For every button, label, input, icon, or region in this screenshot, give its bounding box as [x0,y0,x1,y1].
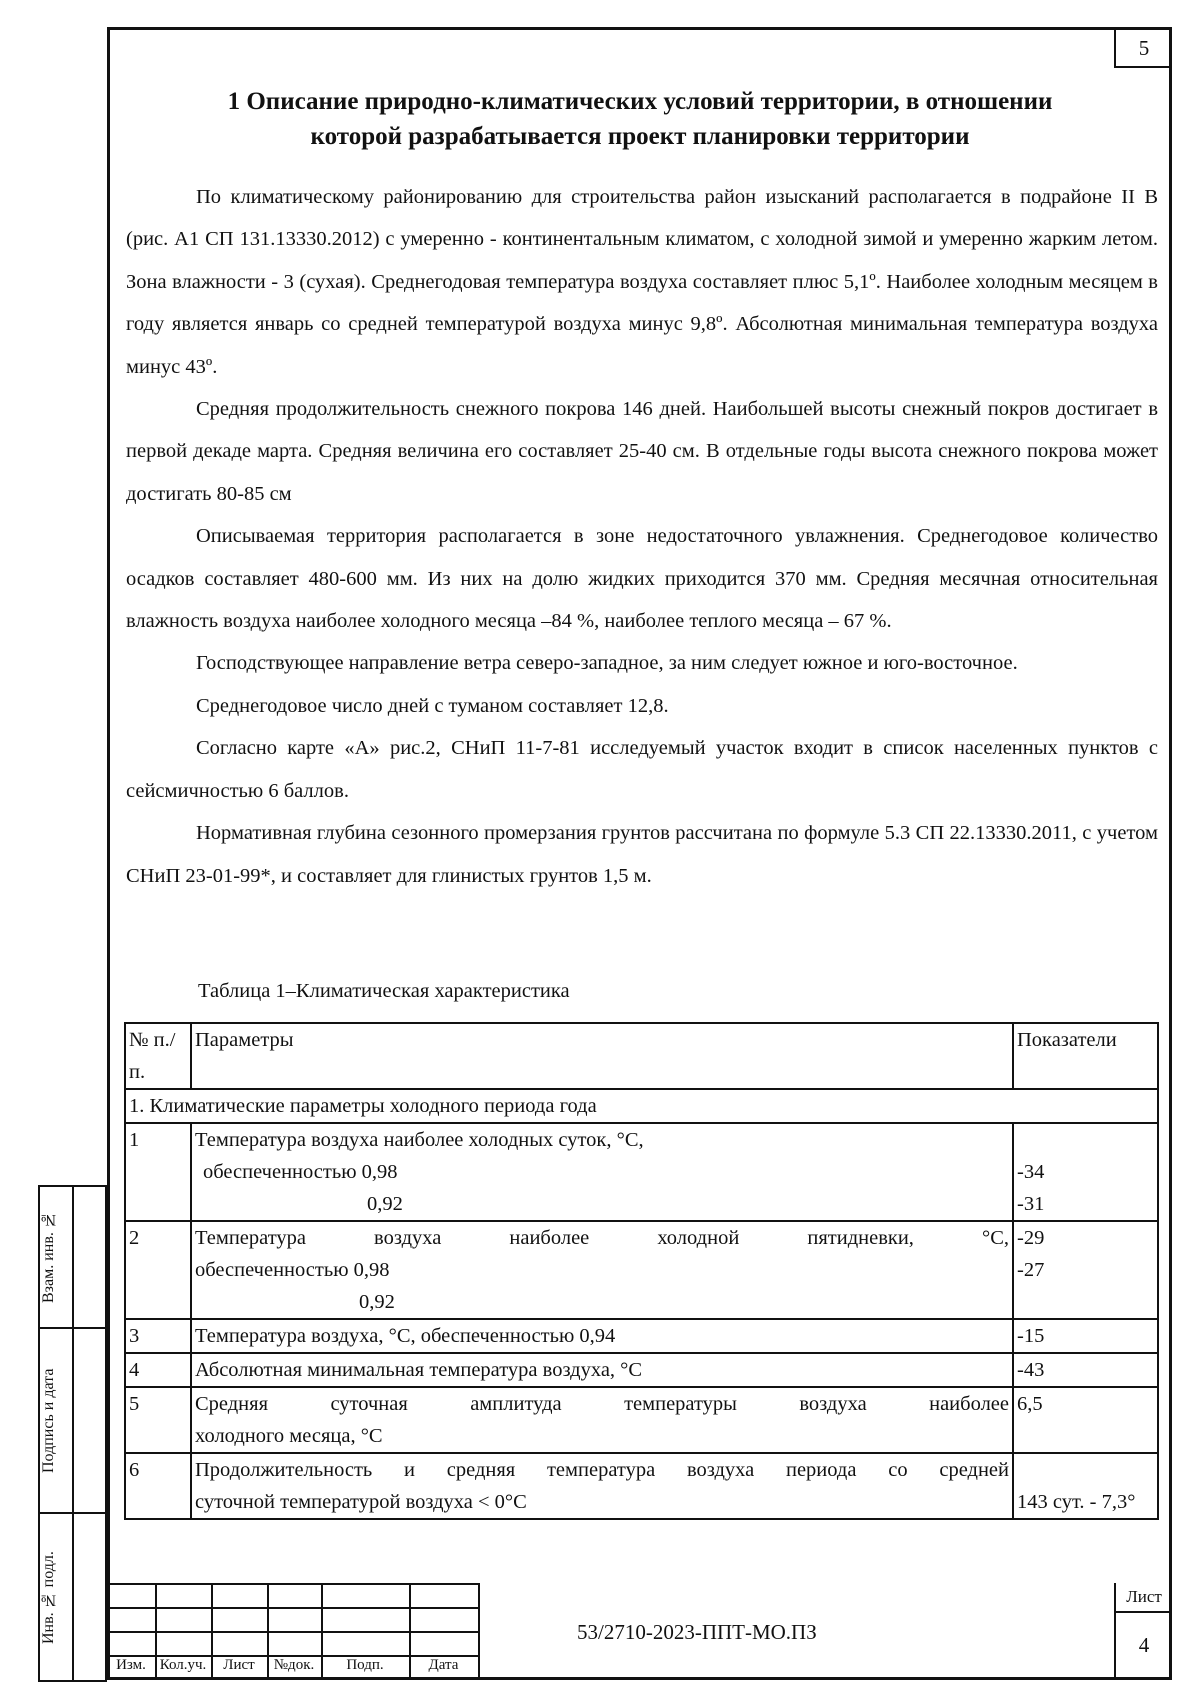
stamp-list: Лист [223,1657,255,1673]
header-values: Показатели [1013,1023,1158,1089]
row-value: -43 [1013,1353,1158,1387]
row-parameter: Температура воздуха, °С, обеспеченностью 0,94 [191,1319,1013,1353]
row-value: -29 -27 [1013,1221,1158,1319]
title-block [107,1583,1172,1680]
stamp-podp: Подп. [346,1657,384,1673]
sheet-label: Лист [1126,1587,1162,1606]
row-value: 143 сут. - 7,3° [1013,1453,1158,1519]
header-parameters: Параметры [191,1023,1013,1089]
row-value: 6,5 [1013,1387,1158,1453]
table-header-row [125,1023,1158,1089]
table-row [125,1353,1158,1387]
body-text [126,176,1158,897]
stamp-data: Дата [428,1657,459,1673]
table-row [125,1319,1158,1353]
paragraph-frost-depth: Нормативная глубина сезонного промерзания грунтов рассчитана по формуле 5.3 СП 22.13330.2011, с учетом СНиП 23-01-99*, и составляет для глинистых грунтов 1,5 м. [126,822,1158,887]
paragraph-climate: По климатическому районированию для строительства район изысканий располагается в подрайоне II В (рис. А1 СП 131.13330.2012) с умеренно - континентальным климатом, с холодной зимой и умеренно жарким летом. Зона влажности - 3 (сухая). Среднегодовая температура воздуха составляет плюс 5,1º. Наиболее холодным месяцем в году является январь со средней температурой воздуха минус 9,8º. Абсолютная минимальная температура воздуха минус 43º. [126,186,1158,378]
side-label-inv: Инв. № подл. [40,1551,57,1645]
row-value: -34 -31 [1013,1123,1158,1221]
stamp-kolvo: Кол.уч. [159,1657,207,1673]
row-number: 2 [125,1221,191,1319]
climate-table [124,1022,1159,1520]
row-parameter: Температура воздуха наиболее холодных суток, °С, обеспеченностью 0,98 0,92 [191,1123,1013,1221]
row-parameter: Абсолютная минимальная температура воздуха, °С [191,1353,1013,1387]
row-number: 3 [125,1319,191,1353]
table-caption: Таблица 1–Климатическая характеристика [198,980,570,1002]
section-title: 1. Климатические параметры холодного периода года [125,1089,1158,1123]
side-cell-inv [40,1512,105,1682]
row-number: 5 [125,1387,191,1453]
row-parameter: Средняя суточная амплитуда температуры воздуха наиболее холодного месяца, °С [191,1387,1013,1453]
heading-line-2: которой разрабатывается проект планировки территории [310,123,970,150]
sheet-number: 4 [1138,1633,1150,1657]
stamp-side-column [38,1185,107,1682]
paragraph-seismic: Согласно карте «А» рис.2, СНиП 11-7-81 исследуемый участок входит в список населенных пунктов с сейсмичностью 6 баллов. [126,737,1158,802]
stamp-izm: Изм. [116,1657,146,1673]
title-block-grid [107,1583,480,1680]
side-cell-podpis [40,1327,105,1512]
heading-line-1: 1 Описание природно-климатических условий территории, в отношении [227,88,1053,115]
header-number: № п./п. [125,1023,191,1089]
row-value: -15 [1013,1319,1158,1353]
document-code: 53/2710-2023-ППТ-МО.ПЗ [577,1620,817,1644]
table-section-row [125,1089,1158,1123]
row-parameter: Продолжительность и средняя температура воздуха периода со средней суточной температурой воздуха < 0°С [191,1453,1013,1519]
side-label-podpis: Подпись и дата [40,1368,57,1473]
row-number: 6 [125,1453,191,1519]
row-number: 4 [125,1353,191,1387]
table-row [125,1387,1158,1453]
paragraph-humidity: Описываемая территория располагается в зоне недостаточного увлажнения. Среднегодовое количество осадков составляет 480-600 мм. Из них на долю жидких приходится 370 мм. Средняя месячная относительная влажность воздуха наиболее холодного месяца –84 %, наиболее теплого месяца – 67 %. [126,525,1158,633]
paragraph-wind: Господствующее направление ветра северо-западное, за ним следует южное и юго-восточное. [196,652,1018,675]
row-parameter: Температура воздуха наиболее холодной пятидневки, °С, обеспеченностью 0,98 0,92 [191,1221,1013,1319]
page-number: 5 [1114,30,1172,68]
sheet-box [1114,1583,1172,1680]
side-label-vzam: Взам. инв. № [40,1211,57,1303]
table-row [125,1453,1158,1519]
side-cell-vzam [40,1187,105,1327]
paragraph-fog: Среднегодовое число дней с туманом составляет 12,8. [196,694,669,717]
section-heading [140,84,1140,154]
table-row [125,1123,1158,1221]
stamp-ndok: №док. [273,1657,315,1673]
paragraph-snow: Средняя продолжительность снежного покрова 146 дней. Наибольшей высоты снежный покров достигает в первой декаде марта. Средняя величина его составляет 25-40 см. В отдельные годы высота снежного покрова может достигать 80-85 см [126,398,1158,505]
row-number: 1 [125,1123,191,1221]
table-row [125,1221,1158,1319]
